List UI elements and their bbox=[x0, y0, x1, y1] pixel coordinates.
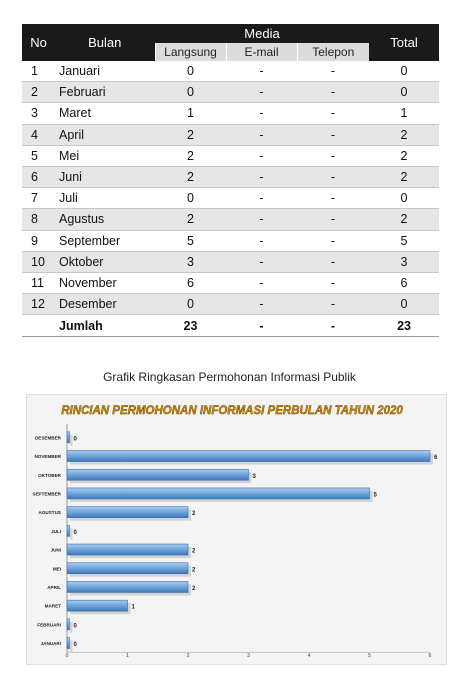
cell-total: 0 bbox=[369, 82, 439, 103]
y-tick-label: APRIL bbox=[47, 584, 61, 590]
cell-email: - bbox=[226, 230, 297, 251]
y-tick-label: DESEMBER bbox=[34, 435, 61, 441]
cell-email: - bbox=[226, 82, 297, 103]
bar bbox=[67, 600, 128, 611]
bar-chart bbox=[27, 395, 446, 664]
cell-email: - bbox=[226, 61, 297, 82]
cell-email: - bbox=[226, 272, 297, 293]
bar-shadow bbox=[70, 641, 73, 652]
cell-telepon: - bbox=[297, 166, 369, 187]
footer-label: Jumlah bbox=[55, 315, 155, 337]
table-footer-row bbox=[22, 315, 439, 337]
cell-langsung: 2 bbox=[155, 124, 226, 145]
header-langsung: Langsung bbox=[155, 43, 226, 61]
data-label: 0 bbox=[73, 436, 77, 443]
cell-email: - bbox=[226, 209, 297, 230]
chart-frame bbox=[26, 394, 447, 665]
cell-langsung: 0 bbox=[155, 61, 226, 82]
bar bbox=[67, 581, 188, 592]
bar bbox=[67, 469, 249, 480]
bar bbox=[67, 488, 370, 499]
cell-bulan: November bbox=[55, 272, 155, 293]
bar bbox=[67, 619, 70, 630]
y-tick-label: MARET bbox=[44, 603, 61, 609]
cell-telepon: - bbox=[297, 188, 369, 209]
cell-bulan: Juni bbox=[55, 166, 155, 187]
cell-no: 10 bbox=[22, 251, 55, 272]
table-row bbox=[22, 272, 439, 293]
cell-langsung: 6 bbox=[155, 272, 226, 293]
cell-langsung: 3 bbox=[155, 251, 226, 272]
y-tick-label: NOVEMBER bbox=[34, 454, 61, 460]
header-email: E-mail bbox=[226, 43, 297, 61]
data-label: 1 bbox=[131, 604, 135, 611]
data-label: 2 bbox=[192, 585, 196, 592]
cell-email: - bbox=[226, 294, 297, 315]
table-row bbox=[22, 166, 439, 187]
y-tick-label: JUNI bbox=[50, 547, 61, 553]
header-telepon: Telepon bbox=[297, 43, 369, 61]
table-row bbox=[22, 82, 439, 103]
table-row bbox=[22, 61, 439, 82]
cell-telepon: - bbox=[297, 145, 369, 166]
cell-no: 3 bbox=[22, 103, 55, 124]
cell-email: - bbox=[226, 188, 297, 209]
footer-no-cell bbox=[22, 315, 55, 337]
table-row bbox=[22, 145, 439, 166]
cell-no: 9 bbox=[22, 230, 55, 251]
cell-telepon: - bbox=[297, 230, 369, 251]
bar bbox=[67, 525, 70, 536]
data-label: 2 bbox=[192, 511, 196, 518]
bar bbox=[67, 638, 70, 649]
cell-telepon: - bbox=[297, 294, 369, 315]
y-tick-label: JANUARI bbox=[40, 641, 61, 647]
cell-bulan: Oktober bbox=[55, 251, 155, 272]
header-bulan: Bulan bbox=[55, 24, 155, 61]
cell-telepon: - bbox=[297, 61, 369, 82]
cell-langsung: 2 bbox=[155, 166, 226, 187]
cell-langsung: 2 bbox=[155, 145, 226, 166]
cell-no: 4 bbox=[22, 124, 55, 145]
y-tick-label: AGUSTUS bbox=[38, 510, 61, 516]
table-row bbox=[22, 124, 439, 145]
x-tick-label: 6 bbox=[428, 653, 432, 659]
cell-langsung: 0 bbox=[155, 188, 226, 209]
bar-shadow bbox=[70, 435, 73, 446]
bar bbox=[67, 544, 188, 555]
cell-total: 0 bbox=[369, 188, 439, 209]
cell-email: - bbox=[226, 103, 297, 124]
table-body bbox=[22, 61, 439, 315]
cell-telepon: - bbox=[297, 251, 369, 272]
cell-langsung: 0 bbox=[155, 82, 226, 103]
chart-caption: Grafik Ringkasan Permohonan Informasi Publik bbox=[103, 370, 356, 384]
cell-bulan: Februari bbox=[55, 82, 155, 103]
footer-total: 23 bbox=[369, 315, 439, 337]
header-total: Total bbox=[369, 24, 439, 61]
table-row bbox=[22, 209, 439, 230]
data-label: 2 bbox=[192, 548, 196, 555]
plot-area bbox=[32, 424, 438, 659]
footer-langsung: 23 bbox=[155, 315, 226, 337]
cell-bulan: Januari bbox=[55, 61, 155, 82]
cell-total: 2 bbox=[369, 145, 439, 166]
cell-email: - bbox=[226, 251, 297, 272]
cell-email: - bbox=[226, 145, 297, 166]
cell-no: 11 bbox=[22, 272, 55, 293]
cell-bulan: September bbox=[55, 230, 155, 251]
y-tick-label: JULI bbox=[51, 528, 61, 534]
table-row bbox=[22, 251, 439, 272]
table-row bbox=[22, 230, 439, 251]
x-tick-label: 4 bbox=[307, 653, 311, 659]
cell-telepon: - bbox=[297, 272, 369, 293]
cell-telepon: - bbox=[297, 124, 369, 145]
footer-email: - bbox=[226, 315, 297, 337]
cell-telepon: - bbox=[297, 103, 369, 124]
cell-total: 1 bbox=[369, 103, 439, 124]
cell-total: 6 bbox=[369, 272, 439, 293]
cell-langsung: 0 bbox=[155, 294, 226, 315]
cell-no: 12 bbox=[22, 294, 55, 315]
header-media: Media bbox=[155, 24, 369, 43]
cell-bulan: Desember bbox=[55, 294, 155, 315]
cell-no: 5 bbox=[22, 145, 55, 166]
footer-telepon: - bbox=[297, 315, 369, 337]
cell-langsung: 1 bbox=[155, 103, 226, 124]
x-tick-label: 0 bbox=[65, 653, 69, 659]
y-tick-label: SEPTEMBER bbox=[32, 491, 61, 497]
data-label: 0 bbox=[73, 529, 77, 536]
data-label: 0 bbox=[73, 623, 77, 630]
data-label: 5 bbox=[373, 492, 377, 499]
cell-total: 2 bbox=[369, 166, 439, 187]
cell-langsung: 5 bbox=[155, 230, 226, 251]
cell-telepon: - bbox=[297, 209, 369, 230]
y-tick-label: FEBRUARI bbox=[37, 622, 61, 628]
cell-total: 3 bbox=[369, 251, 439, 272]
chart-title: RINCIAN PERMOHONAN INFORMASI PERBULAN TAHUN 2020 bbox=[61, 405, 403, 417]
bar-shadow bbox=[70, 528, 73, 539]
cell-bulan: Juli bbox=[55, 188, 155, 209]
data-label: 3 bbox=[252, 473, 256, 480]
bar-shadow bbox=[70, 622, 73, 633]
x-tick-label: 2 bbox=[186, 653, 190, 659]
bar bbox=[67, 432, 70, 443]
cell-no: 6 bbox=[22, 166, 55, 187]
table-row bbox=[22, 294, 439, 315]
cell-no: 2 bbox=[22, 82, 55, 103]
table-row bbox=[22, 103, 439, 124]
cell-email: - bbox=[226, 166, 297, 187]
cell-total: 2 bbox=[369, 124, 439, 145]
bar bbox=[67, 507, 188, 518]
cell-langsung: 2 bbox=[155, 209, 226, 230]
cell-bulan: Agustus bbox=[55, 209, 155, 230]
cell-no: 1 bbox=[22, 61, 55, 82]
y-tick-label: OKTOBER bbox=[38, 472, 61, 478]
data-label: 2 bbox=[192, 567, 196, 574]
cell-bulan: Maret bbox=[55, 103, 155, 124]
y-tick-label: MEI bbox=[52, 566, 61, 572]
media-table bbox=[22, 24, 439, 337]
x-tick-label: 3 bbox=[247, 653, 250, 659]
cell-total: 5 bbox=[369, 230, 439, 251]
cell-email: - bbox=[226, 124, 297, 145]
cell-telepon: - bbox=[297, 82, 369, 103]
header-no: No bbox=[22, 24, 55, 61]
cell-total: 0 bbox=[369, 61, 439, 82]
table-row bbox=[22, 188, 439, 209]
cell-total: 2 bbox=[369, 209, 439, 230]
bar bbox=[67, 451, 430, 462]
bar bbox=[67, 563, 188, 574]
cell-bulan: April bbox=[55, 124, 155, 145]
cell-no: 8 bbox=[22, 209, 55, 230]
x-tick-label: 5 bbox=[368, 653, 371, 659]
x-tick-label: 1 bbox=[126, 653, 129, 659]
data-label: 6 bbox=[434, 455, 438, 462]
cell-total: 0 bbox=[369, 294, 439, 315]
cell-bulan: Mei bbox=[55, 145, 155, 166]
cell-no: 7 bbox=[22, 188, 55, 209]
data-label: 0 bbox=[73, 642, 77, 649]
